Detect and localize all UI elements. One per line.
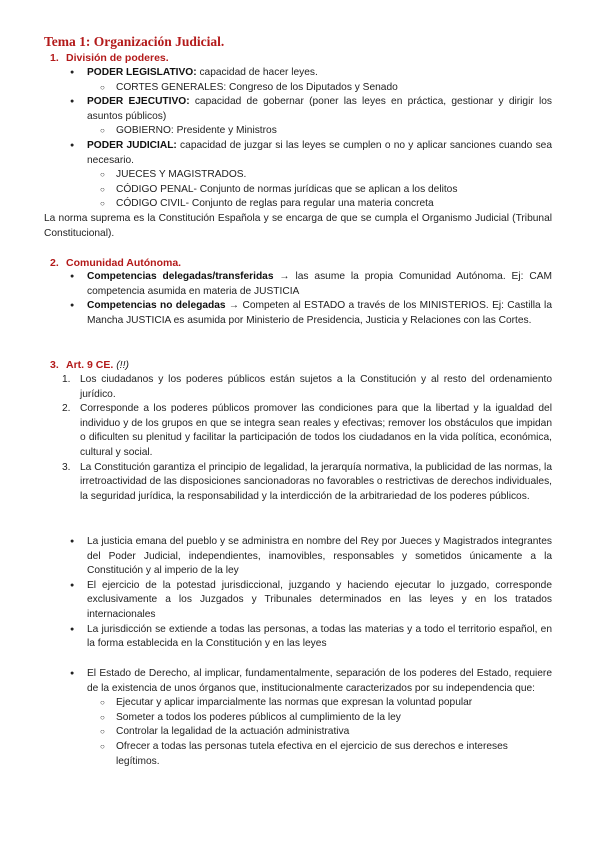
item-text: capacidad de juzgar si las leyes se cumplen o no y aplicar sanciones cuando sea necesario.: [87, 139, 552, 166]
section-3-title: Art. 9 CE.: [66, 359, 114, 371]
sub-list-item: ○ GOBIERNO: Presidente y Ministros: [100, 124, 552, 139]
list-item: ● El Estado de Derecho, al implicar, fundamentalmente, separación de los poderes del Estado, requiere de la existencia de unos órganos que, institucionalmente caracterizados por su independencia que:: [70, 667, 552, 696]
item-label: Competencias delegadas/transferidas: [87, 271, 274, 282]
item-number: 2.: [62, 403, 71, 415]
sub-list-item: ○ Controlar la legalidad de la actuación administrativa: [100, 725, 552, 740]
section-1-number: 1.: [50, 52, 59, 64]
item-text: capacidad de gobernar (poner las leyes en práctica, gestionar y dirigir los asuntos públicos): [87, 96, 552, 122]
sub-list-item: ○ Someter a todos los poderes públicos al cumplimiento de la ley: [100, 711, 552, 726]
sub-list-item: ○ Ejecutar y aplicar imparcialmente las normas que expresan la voluntad popular: [100, 696, 552, 711]
sub-list-item: ○ Ofrecer a todas las personas tutela efectiva en el ejercicio de sus derechos e intereses legítimos.: [100, 740, 552, 769]
item-label: PODER LEGISLATIVO:: [87, 67, 197, 78]
justice-bullet-list: [70, 535, 552, 652]
section-1-paragraph: La norma suprema es la Constitución Española y se encarga de que se cumpla el Organismo Judicial (Tribunal Constitucional).: [44, 213, 552, 239]
list-item: [70, 66, 552, 81]
list-item: ● La jurisdicción se extiende a todas las personas, a todas las materias y a todo el territorio español, en la forma establecida en la Constitución y en las leyes: [70, 623, 552, 652]
list-item: [70, 95, 552, 124]
item-label: PODER JUDICIAL:: [87, 139, 177, 151]
section-3-number: 3.: [50, 359, 59, 371]
rule-of-law-list: [70, 667, 552, 769]
numbered-item: [62, 402, 552, 460]
item-text: → las asume la propia Comunidad Autónoma. Ej: CAM competencia asumida en materia de JUSTICIA: [87, 271, 552, 297]
item-number: 3.: [62, 461, 71, 473]
list-item: ● La justicia emana del pueblo y se administra en nombre del Rey por Jueces y Magistrados integrantes del Poder Judicial, independientes, inamovibles, responsables y sometidos únicamente a la Constitución y al imperio de la ley: [70, 535, 552, 579]
item-text: capacidad de hacer leyes.: [196, 67, 318, 78]
section-1-title: División de poderes.: [66, 52, 169, 64]
document-title: Tema 1: Organización Judicial.: [44, 34, 225, 49]
numbered-item: [62, 373, 552, 402]
section-2-heading: [50, 256, 181, 271]
section-3-heading: [50, 358, 129, 373]
article-9-list: [62, 373, 552, 504]
list-item: [70, 299, 552, 328]
item-label: Competencias no delegadas: [87, 300, 226, 312]
item-text: Los ciudadanos y los poderes públicos están sujetos a la Constitución y al resto del ordenamiento jurídico.: [80, 374, 552, 400]
section-2-list: [70, 270, 552, 328]
list-item: ● El ejercicio de la potestad jurisdiccional, juzgando y haciendo ejecutar lo juzgado, corresponde exclusivamente a los Juzgados y Tribunales determinados en las leyes y en los tratados internacionales: [70, 579, 552, 623]
sub-list-item: ○ CÓDIGO CIVIL- Conjunto de reglas para regular una materia concreta: [100, 197, 552, 212]
numbered-item: [62, 461, 552, 505]
list-item: [70, 270, 552, 299]
sub-list-item: ○ CORTES GENERALES: Congreso de los Diputados y Senado: [100, 81, 552, 96]
list-item: [70, 139, 552, 168]
sub-list-item: ○ JUECES Y MAGISTRADOS.: [100, 168, 552, 183]
section-2-title: Comunidad Autónoma.: [66, 257, 182, 269]
item-text: La Constitución garantiza el principio de legalidad, la jerarquía normativa, la publicidad de las normas, la irretroactividad de las disposiciones sancionadoras no favorables o restrictivas de derechos individuales, la seguridad jurídica, la responsabilidad y la interdicción de la arbitrariedad de los poderes públicos.: [80, 461, 552, 502]
section-1-heading: [50, 51, 169, 66]
item-label: PODER EJECUTIVO:: [87, 96, 190, 108]
section-1-list: [70, 66, 552, 212]
item-text: Corresponde a los poderes públicos promover las condiciones para que la libertad y la igualdad del individuo y de los grupos en que se integra sean reales y efectivas; remover los obstáculos que impidan o dificulten su plenitud y facilitar la participación de todos los ciudadanos en la vida política, económica, cultural y social.: [80, 403, 552, 458]
item-text: → Competen al ESTADO a través de los MINISTERIOS. Ej: Castilla la Mancha JUSTICIA es asumida por Ministerio de Presidencia, Justicia y Relaciones con las Cortes.: [87, 300, 552, 326]
item-number: 1.: [62, 374, 71, 385]
sub-list-item: ○ CÓDIGO PENAL- Conjunto de normas jurídicas que se aplican a los delitos: [100, 183, 552, 198]
section-2-number: 2.: [50, 257, 59, 269]
section-3-note: (!!): [116, 359, 130, 371]
